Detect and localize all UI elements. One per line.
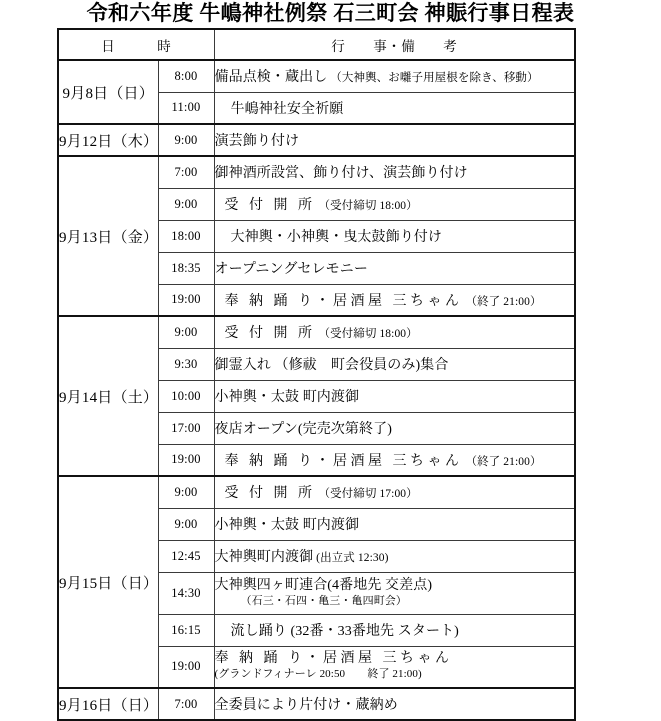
table-row (58, 476, 575, 508)
event-text (215, 290, 542, 310)
event-text-note: （大神輿、お囃子用屋根を除き、移動） (327, 72, 539, 85)
table-row (58, 316, 575, 348)
event-cell (214, 220, 575, 252)
event-text-main: 受 付 開 所 (224, 326, 316, 342)
column-header-event: 行 事・備 考 (214, 29, 575, 60)
event-cell (214, 348, 575, 380)
event-text-main: 受 付 開 所 (224, 198, 316, 213)
event-text-main: 小神輿・太鼓 町内渡御 (214, 518, 360, 533)
event-text-main: 御神酒所設営、飾り付け、演芸飾り付け (214, 166, 468, 182)
event-text (215, 162, 468, 182)
table-row (58, 156, 575, 188)
event-cell (214, 92, 575, 124)
event-text-main: 夜店オープン(完売次第終了) (214, 422, 392, 437)
event-text (215, 322, 418, 342)
time-cell: 7:00 (158, 688, 214, 720)
schedule-table (57, 28, 576, 721)
event-text-note: （受付締切 18:00） (315, 200, 418, 212)
event-text-main: 大神輿・小神輿・曳太鼓飾り付け (230, 230, 442, 245)
table-body (58, 60, 575, 720)
event-text-main: 御霊入れ （修祓 町会役員のみ)集合 (214, 358, 449, 373)
event-text (215, 354, 449, 374)
time-cell: 9:00 (158, 316, 214, 348)
event-text-note: （受付締切 18:00） (315, 328, 418, 341)
table-header (58, 29, 575, 60)
event-text-note: (出立式 12:30) (313, 552, 389, 564)
event-cell (214, 316, 575, 348)
event-text-line2: （石三・石四・亀三・亀四町会） (240, 594, 407, 607)
event-text-main: 大神輿町内渡御 (214, 550, 314, 565)
event-cell (214, 156, 575, 188)
event-text-main: 演芸飾り付け (214, 134, 300, 149)
schedule-table-container (57, 28, 574, 721)
event-text-line1: 奉 納 踊 り・居酒屋 三ちゃん (214, 651, 453, 667)
time-cell: 8:00 (158, 60, 214, 92)
event-cell (214, 188, 575, 220)
event-cell (214, 60, 575, 92)
event-text-main: 奉 納 踊 り・居酒屋 三ちゃん (224, 293, 463, 309)
table-header-row (58, 29, 575, 60)
time-cell: 19:00 (158, 444, 214, 476)
event-text-note: （受付締切 17:00） (315, 488, 418, 501)
event-text (215, 66, 539, 86)
event-text-main: 全委員により片付け・蔵納め (214, 698, 398, 713)
date-cell: 9月14日（土） (58, 316, 158, 476)
event-cell (214, 412, 575, 444)
time-cell: 11:00 (158, 92, 214, 124)
event-text (215, 226, 443, 246)
event-text-line1: 大神輿四ヶ町連合(4番地先 交差点) (214, 577, 433, 593)
time-cell: 19:00 (158, 284, 214, 316)
time-cell: 14:30 (158, 572, 214, 614)
event-cell (214, 688, 575, 720)
time-cell: 9:00 (158, 188, 214, 220)
date-cell: 9月15日（日） (58, 476, 158, 688)
event-cell (214, 614, 575, 646)
event-text-main: オープニングセレモニー (214, 262, 368, 277)
time-cell: 9:00 (158, 476, 214, 508)
time-cell: 19:00 (158, 646, 214, 688)
event-text-note: （終了 21:00） (462, 455, 542, 468)
table-row (58, 124, 575, 156)
event-text-main: 流し踊り (32番・33番地先 スタート) (230, 624, 459, 639)
event-text-main: 小神輿・太鼓 町内渡御 (214, 390, 360, 405)
event-text (215, 258, 368, 278)
time-cell: 7:00 (158, 156, 214, 188)
time-cell: 16:15 (158, 614, 214, 646)
event-text-line2: (グランドフィナーレ 20:50 終了 21:00) (214, 668, 422, 681)
time-cell: 17:00 (158, 412, 214, 444)
event-cell (214, 646, 575, 688)
date-cell: 9月12日（木） (58, 124, 158, 156)
event-cell (214, 284, 575, 316)
event-text (215, 130, 300, 150)
time-cell: 9:30 (158, 348, 214, 380)
event-cell (214, 252, 575, 284)
event-text (215, 450, 542, 470)
event-cell (214, 476, 575, 508)
time-cell: 10:00 (158, 380, 214, 412)
event-text-main: 奉 納 踊 り・居酒屋 三ちゃん (224, 453, 463, 469)
event-text (215, 98, 344, 118)
event-cell (214, 540, 575, 572)
event-cell (214, 124, 575, 156)
event-text-main: 備品点検・蔵出し (214, 70, 328, 86)
event-text (215, 546, 389, 566)
column-header-datetime: 日 時 (58, 29, 214, 60)
time-cell: 12:45 (158, 540, 214, 572)
event-text-main: 受 付 開 所 (224, 486, 316, 502)
event-text (215, 620, 459, 640)
date-cell: 9月13日（金） (58, 156, 158, 316)
event-text (215, 418, 392, 438)
event-cell (214, 380, 575, 412)
page-title: 令和六年度 牛嶋神社例祭 石三町会 神賑行事日程表 (86, 1, 575, 25)
time-cell: 18:35 (158, 252, 214, 284)
event-cell (214, 444, 575, 476)
event-text-note: （終了 21:00） (462, 295, 542, 308)
time-cell: 18:00 (158, 220, 214, 252)
event-text (215, 194, 418, 214)
event-cell (214, 508, 575, 540)
time-cell: 9:00 (158, 124, 214, 156)
time-cell: 9:00 (158, 508, 214, 540)
date-cell: 9月16日（日） (58, 688, 158, 720)
event-text (215, 694, 398, 714)
event-text-main: 牛嶋神社安全祈願 (230, 101, 344, 117)
table-row (58, 60, 575, 92)
table-row (58, 688, 575, 720)
event-text (215, 386, 360, 406)
event-text (215, 482, 418, 502)
date-cell: 9月8日（日） (58, 60, 158, 124)
event-cell (214, 572, 575, 614)
event-text (215, 514, 360, 534)
